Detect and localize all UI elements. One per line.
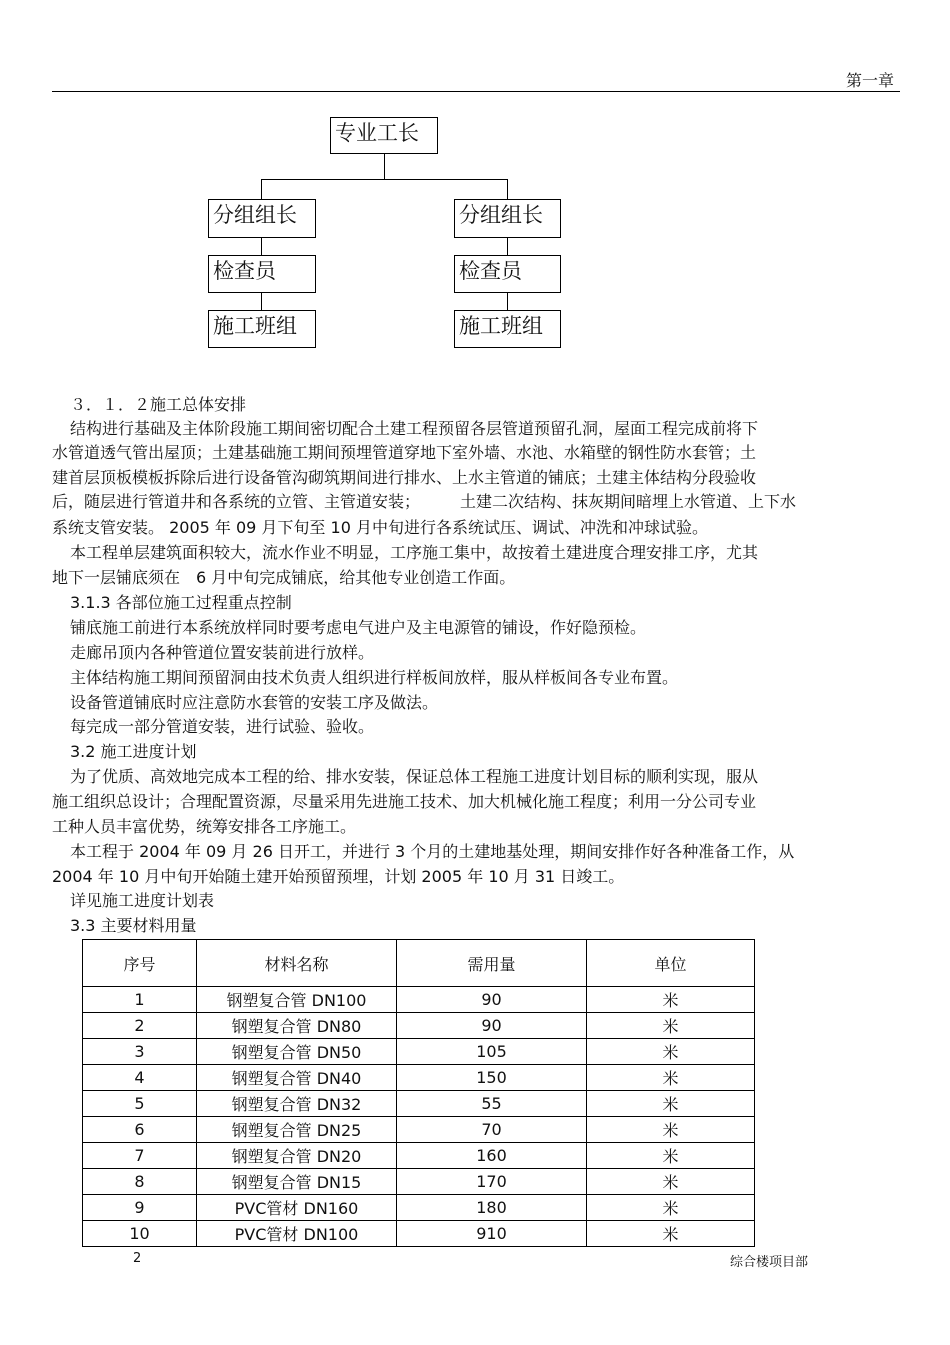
- cell-index: 7: [83, 1143, 197, 1169]
- cell-index: 10: [83, 1221, 197, 1247]
- cell-unit: 米: [587, 1013, 755, 1039]
- cell-unit: 米: [587, 1117, 755, 1143]
- section-heading-3-1-3: 3.1.3 各部位施工过程重点控制: [70, 593, 292, 612]
- cell-index: 6: [83, 1117, 197, 1143]
- table-row: [83, 1065, 755, 1091]
- table-row: [83, 1039, 755, 1065]
- cell-unit: 米: [587, 1065, 755, 1091]
- cell-material: 钢塑复合管 DN32: [197, 1091, 397, 1117]
- table-row: [83, 1013, 755, 1039]
- table-header-row: [83, 940, 755, 987]
- cell-index: 8: [83, 1169, 197, 1195]
- paragraph-line: 本工程于 2004 年 09 月 26 日开工，并进行 3 个月的土建地基处理，期间安排作好各种准备工作，从: [70, 842, 795, 861]
- table-row: [83, 987, 755, 1013]
- table-row: [83, 1117, 755, 1143]
- table-row: [83, 1169, 755, 1195]
- org-connector: [261, 179, 508, 180]
- section-heading-3-3: 3.3 主要材料用量: [70, 916, 197, 935]
- cell-quantity: 180: [397, 1195, 587, 1221]
- cell-quantity: 910: [397, 1221, 587, 1247]
- cell-index: 4: [83, 1065, 197, 1091]
- table-row: [83, 1143, 755, 1169]
- table-row: [83, 1091, 755, 1117]
- cell-material: 钢塑复合管 DN20: [197, 1143, 397, 1169]
- paragraph-line: 为了优质、高效地完成本工程的给、排水安装，保证总体工程施工进度计划目标的顺利实现，服从: [70, 767, 759, 786]
- page-number: 2: [133, 1251, 142, 1266]
- paragraph-line: 主体结构施工期间预留洞由技术负责人组织进行样板间放样，服从样板间各专业布置。: [70, 668, 679, 687]
- cell-quantity: 90: [397, 1013, 587, 1039]
- column-header: 序号: [83, 940, 197, 987]
- paragraph-line: 2004 年 10 月中旬开始随土建开始预留预埋，计划 2005 年 10 月 31 日竣工。: [52, 867, 625, 886]
- org-connector: [507, 179, 508, 199]
- org-leader-box: 分组组长: [208, 199, 316, 238]
- column-header: 需用量: [397, 940, 587, 987]
- cell-material: 钢塑复合管 DN15: [197, 1169, 397, 1195]
- paragraph-line: 详见施工进度计划表: [70, 891, 215, 910]
- cell-quantity: 150: [397, 1065, 587, 1091]
- paragraph-line: 地下一层铺底须在 6 月中旬完成铺底，给其他专业创造工作面。: [52, 568, 516, 587]
- cell-unit: 米: [587, 1091, 755, 1117]
- org-connector: [507, 293, 508, 310]
- section-heading-3-2: 3.2 施工进度计划: [70, 742, 197, 761]
- materials-table: [82, 939, 755, 1247]
- table-row: [83, 1195, 755, 1221]
- cell-material: PVC管材 DN100: [197, 1221, 397, 1247]
- cell-material: 钢塑复合管 DN40: [197, 1065, 397, 1091]
- paragraph-line: 系统支管安装。 2005 年 09 月下旬至 10 月中旬进行各系统试压、调试、冲洗和冲球试验。: [52, 518, 708, 537]
- cell-quantity: 170: [397, 1169, 587, 1195]
- paragraph-line: 本工程单层建筑面积较大，流水作业不明显，工序施工集中，故按着土建进度合理安排工序，尤其: [70, 543, 759, 562]
- cell-material: 钢塑复合管 DN80: [197, 1013, 397, 1039]
- cell-material: PVC管材 DN160: [197, 1195, 397, 1221]
- paragraph-line: 铺底施工前进行本系统放样同时要考虑电气进户及主电源管的铺设，作好隐预检。: [70, 618, 647, 637]
- cell-quantity: 55: [397, 1091, 587, 1117]
- cell-unit: 米: [587, 1221, 755, 1247]
- cell-index: 9: [83, 1195, 197, 1221]
- org-team-box: 施工班组: [454, 310, 561, 348]
- table-row: [83, 1221, 755, 1247]
- paragraph-line: 水管道透气管出屋顶；土建基础施工期间预埋管道穿地下室外墙、水池、水箱壁的钢性防水套管；土: [52, 443, 757, 462]
- paragraph-line: 建首层顶板模板拆除后进行设备管沟砌筑期间进行排水、上水主管道的铺底；土建主体结构分段验收: [52, 468, 757, 487]
- org-team-box: 施工班组: [208, 310, 316, 348]
- paragraph-line: 工种人员丰富优势，统筹安排各工序施工。: [52, 817, 357, 836]
- cell-unit: 米: [587, 1143, 755, 1169]
- org-leader-box: 分组组长: [454, 199, 561, 238]
- org-connector: [261, 179, 262, 199]
- org-connector: [507, 238, 508, 255]
- org-top-box: 专业工长: [330, 117, 438, 154]
- cell-quantity: 90: [397, 987, 587, 1013]
- footer-department: 综合楼项目部: [730, 1255, 809, 1270]
- cell-unit: 米: [587, 987, 755, 1013]
- cell-index: 5: [83, 1091, 197, 1117]
- paragraph-line: 后，随层进行管道井和各系统的立管、主管道安装； 土建二次结构、抹灰期间暗埋上水管道、上下水: [52, 492, 797, 511]
- org-connector: [261, 238, 262, 255]
- column-header: 单位: [587, 940, 755, 987]
- org-connector: [384, 154, 385, 179]
- cell-material: 钢塑复合管 DN25: [197, 1117, 397, 1143]
- cell-quantity: 70: [397, 1117, 587, 1143]
- chapter-header: 第一章: [845, 71, 894, 90]
- cell-unit: 米: [587, 1195, 755, 1221]
- cell-quantity: 105: [397, 1039, 587, 1065]
- paragraph-line: 走廊吊顶内各种管道位置安装前进行放样。: [70, 643, 375, 662]
- cell-material: 钢塑复合管 DN100: [197, 987, 397, 1013]
- section-heading-3-1-2: ３．１．２施工总体安排: [70, 395, 247, 414]
- paragraph-line: 施工组织总设计；合理配置资源，尽量采用先进施工技术、加大机械化施工程度；利用一分公司专业: [52, 792, 757, 811]
- cell-index: 2: [83, 1013, 197, 1039]
- org-chart: [0, 0, 950, 360]
- cell-unit: 米: [587, 1039, 755, 1065]
- org-connector: [261, 293, 262, 310]
- cell-unit: 米: [587, 1169, 755, 1195]
- cell-index: 1: [83, 987, 197, 1013]
- paragraph-line: 每完成一部分管道安装，进行试验、验收。: [70, 717, 375, 736]
- cell-material: 钢塑复合管 DN50: [197, 1039, 397, 1065]
- cell-quantity: 160: [397, 1143, 587, 1169]
- org-inspector-box: 检查员: [208, 255, 316, 293]
- cell-index: 3: [83, 1039, 197, 1065]
- column-header: 材料名称: [197, 940, 397, 987]
- paragraph-line: 设备管道铺底时应注意防水套管的安装工序及做法。: [70, 693, 439, 712]
- paragraph-line: 结构进行基础及主体阶段施工期间密切配合土建工程预留各层管道预留孔洞，屋面工程完成前将下: [70, 419, 759, 438]
- org-inspector-box: 检查员: [454, 255, 561, 293]
